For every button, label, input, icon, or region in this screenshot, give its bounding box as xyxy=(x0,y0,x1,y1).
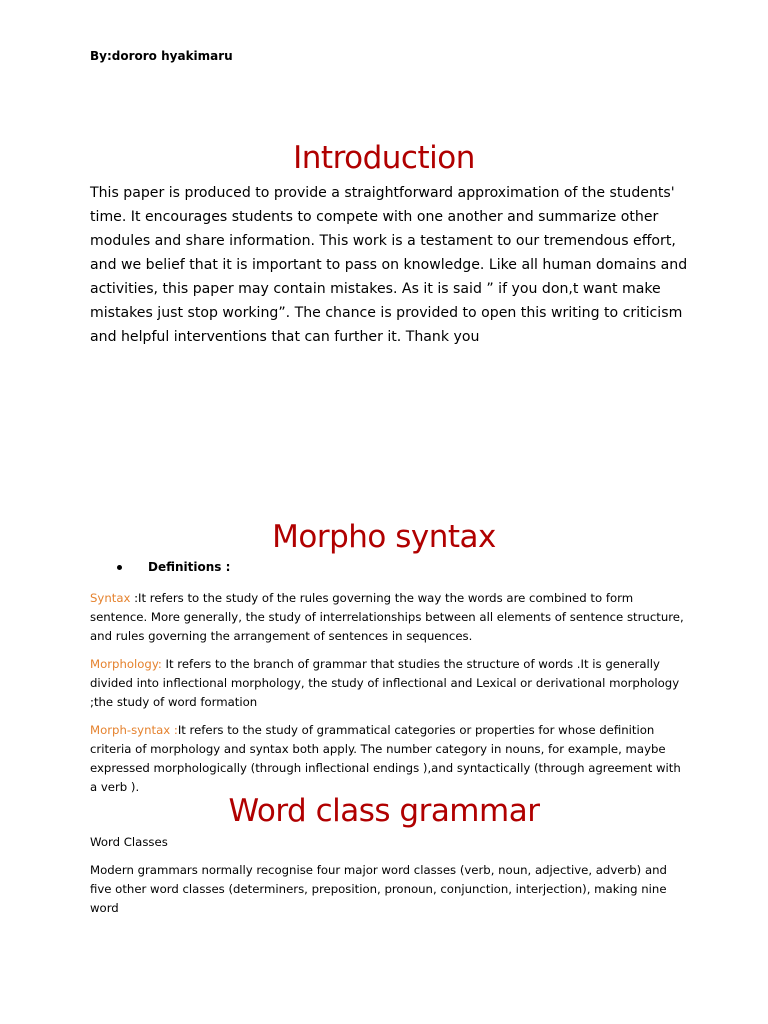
introduction-heading: Introduction xyxy=(293,140,475,176)
syntax-definition xyxy=(90,589,690,646)
morphology-term: Morphology: xyxy=(90,657,162,671)
bullet-icon xyxy=(117,565,122,570)
word-classes-label: Word Classes xyxy=(90,835,168,849)
definitions-bullet xyxy=(117,560,230,574)
morphology-definition xyxy=(90,655,690,712)
definitions-label: Definitions : xyxy=(148,560,231,574)
author-line: By:dororo hyakimaru xyxy=(90,49,233,63)
word-classes-paragraph: Modern grammars normally recognise four major word classes (verb, noun, adjective, adverb) and five other word classes (determiners, preposition, pronoun, conjunction, interjection), making nine word xyxy=(90,863,667,915)
syntax-text: :It refers to the study of the rules governing the way the words are combined to form sentence. More generally, the study of interrelationships between all elements of sentence structure, and rules governing the arrangement of sentences in sequences. xyxy=(90,591,684,643)
word-class-heading: Word class grammar xyxy=(228,793,540,829)
introduction-paragraph: This paper is produced to provide a straightforward approximation of the students' time. It encourages students to compete with one another and summarize other modules and share information. This work is a testament to our tremendous effort, and we belief that it is important to pass on knowledge. Like all human domains and activities, this paper may contain mistakes. As it is said ” if you don,t want make mistakes just stop working”. The chance is provided to open this writing to criticism and helpful interventions that can further it. Thank you xyxy=(90,185,688,345)
morph-syntax-term: Morph-syntax : xyxy=(90,723,178,737)
morpho-syntax-heading: Morpho syntax xyxy=(272,519,496,555)
morphology-text: It refers to the branch of grammar that studies the structure of words .It is generally divided into inflectional morphology, the study of inflectional and Lexical or derivational morphology ;the study of word formation xyxy=(90,657,680,709)
morph-syntax-text: It refers to the study of grammatical categories or properties for whose definition criteria of morphology and syntax both apply. The number category in nouns, for example, maybe expressed morphologically (through inflectional endings ),and syntactically (through agreement with a verb ). xyxy=(90,723,681,794)
morph-syntax-definition xyxy=(90,721,690,797)
syntax-term: Syntax xyxy=(90,591,131,605)
